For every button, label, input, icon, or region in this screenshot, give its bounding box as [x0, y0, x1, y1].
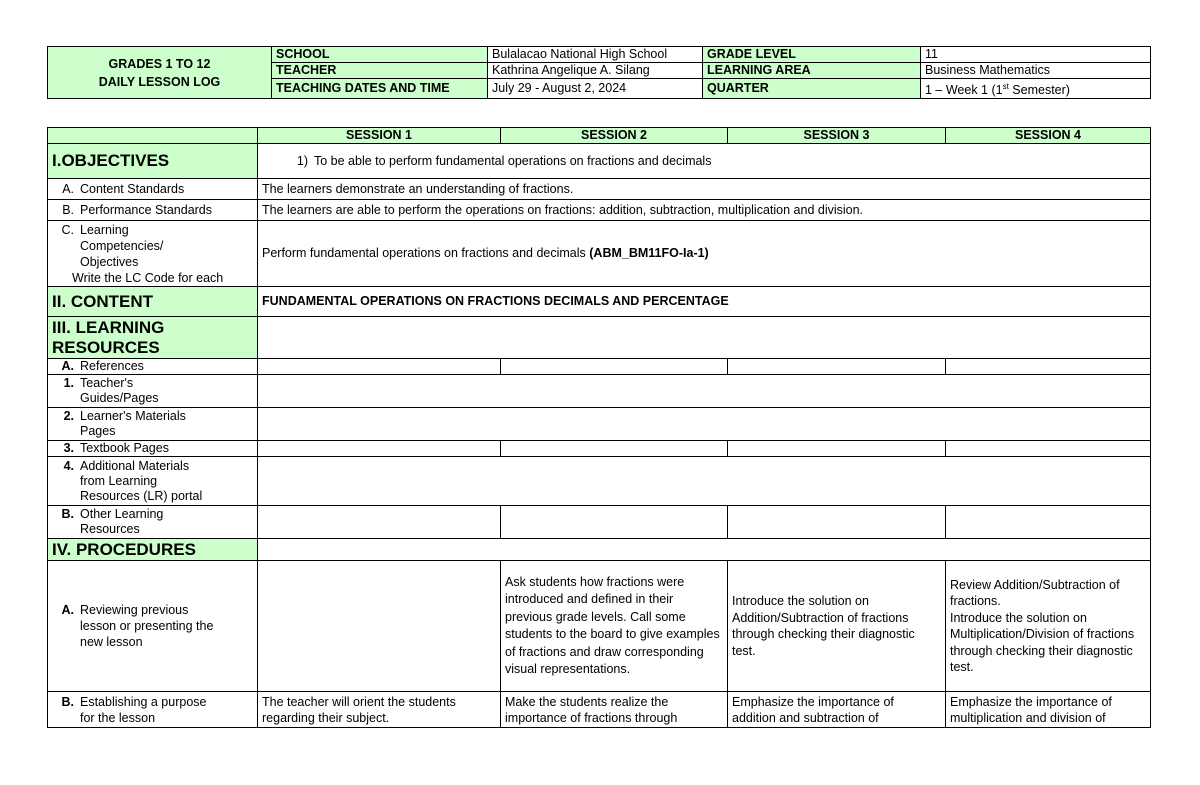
purpose-s3	[728, 692, 946, 728]
purpose-s4	[946, 692, 1151, 728]
form-title-line2: DAILY LESSON LOG	[98, 74, 221, 89]
resources-heading-line2: RESOURCES	[52, 337, 160, 357]
additional-materials-value	[258, 457, 1151, 506]
content-value: FUNDAMENTAL OPERATIONS ON FRACTIONS DECIMALS AND PERCENTAGE	[258, 287, 1151, 317]
teaching-dates-label: TEACHING DATES AND TIME	[272, 79, 488, 99]
purpose-s3-line1: Emphasize the importance of	[732, 695, 894, 709]
session-2-header: SESSION 2	[501, 128, 728, 144]
content-standards-marker: A.	[62, 181, 74, 196]
session-3-header: SESSION 3	[728, 128, 946, 144]
other-resources-s2	[501, 506, 728, 539]
textbook-s3	[728, 441, 946, 457]
purpose-s2	[501, 692, 728, 728]
other-resources-marker: B.	[61, 507, 74, 521]
session-header-row	[48, 128, 1151, 144]
other-resources-s3	[728, 506, 946, 539]
references-s1	[258, 359, 501, 375]
competencies-marker: C.	[61, 222, 74, 237]
purpose-s1-line2: regarding their subject.	[262, 711, 390, 725]
procedures-heading: IV. PROCEDURES	[48, 539, 258, 561]
quarter-value-post: Semester)	[1008, 83, 1070, 98]
session-4-header: SESSION 4	[946, 128, 1151, 144]
competencies-label-line4: Write the LC Code for each	[72, 270, 224, 285]
performance-standards-marker: B.	[62, 202, 74, 217]
competencies-text: Perform fundamental operations on fractions and decimals	[262, 246, 590, 260]
resources-row	[48, 317, 1151, 359]
school-label: SCHOOL	[272, 47, 488, 63]
lesson-log-table	[47, 127, 1151, 728]
resources-heading-line1: III. LEARNING	[52, 317, 165, 337]
teachers-guides-marker: 1.	[63, 376, 74, 390]
learners-materials-line2: Pages	[80, 424, 116, 438]
other-resources-line1: Other Learning	[80, 507, 164, 521]
objectives-item	[258, 144, 1151, 179]
header-table	[47, 46, 1151, 99]
competencies-label-line3: Objectives	[80, 254, 139, 269]
learners-materials-value	[258, 408, 1151, 441]
purpose-s3-line2: addition and subtraction of	[732, 711, 879, 725]
purpose-marker: B.	[61, 695, 74, 709]
performance-standards-value: The learners are able to perform the operations on fractions: addition, subtraction, multiplication and division.	[258, 200, 1151, 221]
content-standards-value: The learners demonstrate an understanding of fractions.	[258, 179, 1151, 200]
form-title	[48, 47, 272, 99]
procedures-row	[48, 539, 1151, 561]
reviewing-row	[48, 561, 1151, 692]
other-resources-s1	[258, 506, 501, 539]
learning-area-value: Business Mathematics	[921, 63, 1151, 79]
purpose-row	[48, 692, 1151, 728]
grade-level-value: 11	[921, 47, 1151, 63]
textbook-s1	[258, 441, 501, 457]
references-marker: A.	[61, 359, 74, 373]
learners-materials-marker: 2.	[63, 409, 74, 423]
additional-materials-line2: from Learning	[80, 473, 158, 488]
content-row	[48, 287, 1151, 317]
purpose-s2-line1: Make the students realize the	[505, 695, 669, 709]
quarter-value	[921, 79, 1151, 99]
reviewing-s4	[946, 561, 1151, 692]
reviewing-s4-line2: Introduce the solution on Multiplication/Division of fractions through checking their diagnostic test.	[950, 610, 1135, 674]
form-title-line1: GRADES 1 TO 12	[108, 56, 211, 71]
objectives-item-text: To be able to perform fundamental operations on fractions and decimals	[314, 153, 712, 168]
teachers-guides-row	[48, 375, 1151, 408]
competencies-label-line1: Learning	[80, 222, 129, 237]
learning-area-label: LEARNING AREA	[703, 63, 921, 79]
reviewing-s4-line1: Review Addition/Subtraction of fractions.	[950, 577, 1120, 608]
objectives-heading: I.OBJECTIVES	[48, 144, 258, 179]
competencies-row	[48, 221, 1151, 287]
teachers-guides-line1: Teacher's	[80, 376, 134, 390]
references-row	[48, 359, 1151, 375]
textbook-row	[48, 441, 1151, 457]
references-label	[48, 359, 258, 375]
textbook-text: Textbook Pages	[80, 441, 169, 455]
purpose-s4-line2: multiplication and division of	[950, 711, 1106, 725]
grade-level-label: GRADE LEVEL	[703, 47, 921, 63]
textbook-marker: 3.	[63, 441, 74, 455]
purpose-s4-line1: Emphasize the importance of	[950, 695, 1112, 709]
quarter-value-pre: 1 – Week 1 (1	[925, 83, 1003, 98]
content-standards-label	[48, 179, 258, 200]
textbook-s2	[501, 441, 728, 457]
purpose-label	[48, 692, 258, 728]
resources-empty	[258, 317, 1151, 359]
competencies-value	[258, 221, 1151, 287]
competencies-label	[48, 221, 258, 287]
other-resources-s4	[946, 506, 1151, 539]
learners-materials-label	[48, 408, 258, 441]
textbook-label	[48, 441, 258, 457]
performance-standards-label	[48, 200, 258, 221]
performance-standards-text: Performance Standards	[80, 202, 213, 217]
teachers-guides-line2: Guides/Pages	[80, 391, 159, 405]
purpose-s1	[258, 692, 501, 728]
competencies-label-line2: Competencies/	[80, 238, 164, 253]
competencies-code: (ABM_BM11FO-Ia-1)	[589, 246, 709, 260]
teacher-value: Kathrina Angelique A. Silang	[488, 63, 703, 79]
additional-materials-label	[48, 457, 258, 506]
other-resources-label	[48, 506, 258, 539]
references-s4	[946, 359, 1151, 375]
objectives-item-marker: 1)	[296, 153, 308, 168]
corner-cell	[48, 128, 258, 144]
performance-standards-row	[48, 200, 1151, 221]
additional-materials-line1: Additional Materials	[80, 458, 190, 473]
references-s3	[728, 359, 946, 375]
quarter-label: QUARTER	[703, 79, 921, 99]
additional-materials-row	[48, 457, 1151, 506]
purpose-line2: for the lesson	[80, 711, 156, 725]
learners-materials-row	[48, 408, 1151, 441]
textbook-s4	[946, 441, 1151, 457]
teaching-dates-value: July 29 - August 2, 2024	[488, 79, 703, 99]
teachers-guides-label	[48, 375, 258, 408]
reviewing-s3: Introduce the solution on Addition/Subtraction of fractions through checking their diagnostic test.	[728, 561, 946, 692]
purpose-s1-line1: The teacher will orient the students	[262, 695, 456, 709]
reviewing-marker: A.	[61, 603, 74, 617]
reviewing-line3: new lesson	[80, 635, 143, 649]
content-standards-row	[48, 179, 1151, 200]
reviewing-line1: Reviewing previous	[80, 603, 189, 617]
references-text: References	[80, 359, 144, 373]
learners-materials-line1: Learner's Materials	[80, 409, 186, 423]
content-heading: II. CONTENT	[48, 287, 258, 317]
purpose-line1: Establishing a purpose	[80, 695, 207, 709]
references-s2	[501, 359, 728, 375]
school-value: Bulalacao National High School	[488, 47, 703, 63]
additional-materials-marker: 4.	[63, 458, 74, 473]
session-1-header: SESSION 1	[258, 128, 501, 144]
reviewing-line2: lesson or presenting the	[80, 619, 214, 633]
purpose-s2-line2: importance of fractions through	[505, 711, 678, 725]
content-standards-text: Content Standards	[80, 181, 185, 196]
reviewing-label	[48, 561, 258, 692]
resources-heading	[48, 317, 258, 359]
procedures-empty	[258, 539, 1151, 561]
other-resources-line2: Resources	[80, 522, 140, 536]
quarter-value-sup: st	[1002, 82, 1009, 91]
teacher-label: TEACHER	[272, 63, 488, 79]
additional-materials-line3: Resources (LR) portal	[80, 488, 203, 503]
other-resources-row	[48, 506, 1151, 539]
reviewing-s2: Ask students how fractions were introduced and defined in their previous grade levels. Call some students to the board to give examples of fractions and draw corresponding visual representations.	[501, 561, 728, 692]
objectives-row	[48, 144, 1151, 179]
reviewing-s1	[258, 561, 501, 692]
teachers-guides-value	[258, 375, 1151, 408]
